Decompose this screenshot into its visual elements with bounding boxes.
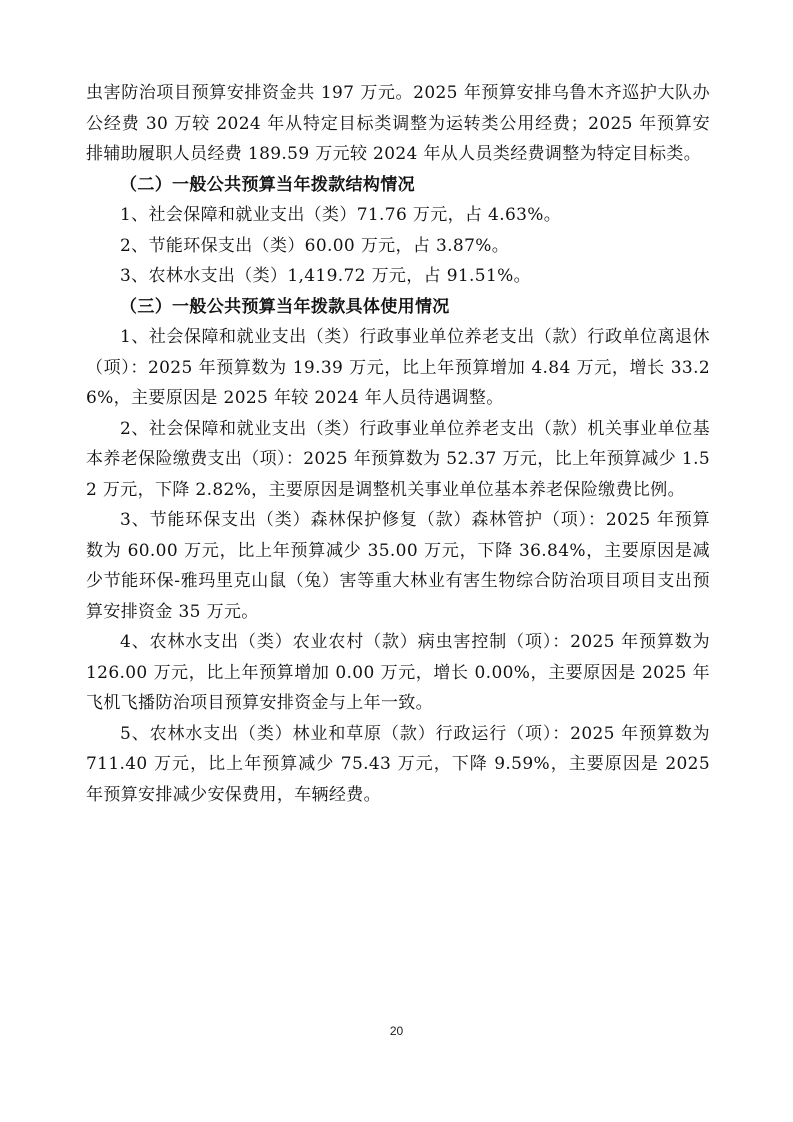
body-paragraph: 5、农林水支出（类）林业和草原（款）行政运行（项）：2025 年预算数为 711.40 万元，比上年预算减少 75.43 万元，下降 9.59%，主要原因是 2025 年预算安排减少安保费用，车辆经费。 — [86, 723, 710, 805]
page-number: 20 — [389, 1024, 404, 1038]
document-body — [86, 78, 710, 810]
body-paragraph: 2、节能环保支出（类）60.00 万元，占 3.87%。 — [120, 235, 510, 256]
body-paragraph: 3、节能环保支出（类）森林保护修复（款）森林管护（项）：2025 年预算数为 60.00 万元，比上年预算减少 35.00 万元，下降 36.84%，主要原因是减少节能环保-雅玛里克山鼠（兔）害等重大林业有害生物综合防治项目项目支出预算安排资金 35 万元。 — [86, 510, 710, 622]
section-heading: （三）一般公共预算当年拨款具体使用情况 — [120, 296, 450, 317]
section-heading: （二）一般公共预算当年拨款结构情况 — [120, 174, 415, 195]
body-paragraph: 3、农林水支出（类）1,419.72 万元，占 91.51%。 — [120, 266, 531, 286]
body-paragraph: 4、农林水支出（类）农业农村（款）病虫害控制（项）：2025 年预算数为 126.00 万元，比上年预算增加 0.00 万元，增长 0.00%，主要原因是 2025 年飞机飞播防治项目预算安排资金与上年一致。 — [86, 632, 710, 713]
body-paragraph: 虫害防治项目预算安排资金共 197 万元。2025 年预算安排乌鲁木齐巡护大队办公经费 30 万较 2024 年从特定目标类调整为运转类公用经费；2025 年预算安排辅助履职人员经费 189.59 万元较 2024 年从人员类经费调整为特定目标类。 — [86, 83, 710, 164]
body-paragraph: 1、社会保障和就业支出（类）行政事业单位养老支出（款）行政单位离退休（项）：2025 年预算数为 19.39 万元，比上年预算增加 4.84 万元，增长 33.26%，主要原因是 2025 年较 2024 年人员待遇调整。 — [86, 327, 710, 408]
body-paragraph: 1、社会保障和就业支出（类）71.76 万元，占 4.63%。 — [120, 205, 562, 225]
body-paragraph: 2、社会保障和就业支出（类）行政事业单位养老支出（款）机关事业单位基本养老保险缴费支出（项）：2025 年预算数为 52.37 万元，比上年预算减少 1.52 万元，下降 2.82%，主要原因是调整机关事业单位基本养老保险缴费比例。 — [86, 418, 710, 500]
